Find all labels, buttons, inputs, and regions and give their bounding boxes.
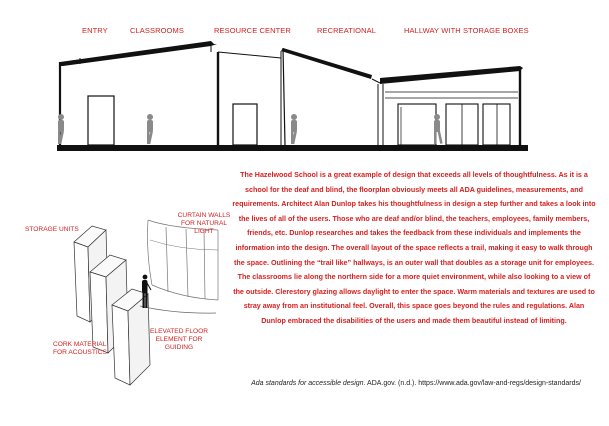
description-paragraph: The Hazelwood School is a great example of design that exceeds all levels of thoughtfulness. As it is a school for the deaf and blind, the floorplan obviously meets all ADA guidelines, measurements, and requirements. Architect Alan Dunlop takes his thoughtfulness in design a step further and takes a look into the lives of all of the users. Those who are deaf and/or blind, the teachers, employees, family members, friends, etc. Dunlop researches and takes the feedback from these individuals and implements the information into the design. The overall layout of the space reflects a trail, making it easy to walk through the space. Outlining the “trail like” hallways, is an outer wall that doubles as a storage unit for employees. The classrooms lie along the northern side for a more quiet environment, while also looking to a view of the outside. Clerestory glazing allows daylight to enter the space. Warm materials and textures are used to stray away from an institutional feel. Overall, this space goes beyond the rules and regulations. Alan Dunlop embraced the disabilities of the users and made them beautiful instead of limiting. [232, 171, 596, 325]
label-curtain-walls: CURTAIN WALLS FOR NATURAL LIGHT [177, 212, 231, 236]
citation-title: Ada standards for accessible design [251, 380, 364, 387]
citation-rest: . ADA.gov. (n.d.). https://www.ada.gov/law-and-regs/design-standards/ [363, 380, 581, 387]
zone-label-recreational: RECREATIONAL [317, 26, 376, 35]
elevated-floor-element [140, 306, 216, 313]
label-cork-material: CORK MATERIAL FOR ACOUSTICS [53, 341, 107, 357]
citation [248, 377, 584, 390]
label-elevated-floor: ELEVATED FLOOR ELEMENT FOR GUIDING [150, 328, 209, 352]
label-storage-units: STORAGE UNITS [25, 226, 79, 233]
person-silhouette [142, 275, 151, 308]
zone-label-entry: ENTRY [82, 26, 108, 35]
zone-label-hallway: HALLWAY WITH STORAGE BOXES [404, 26, 529, 35]
zone-label-resource-center: RESOURCE CENTER [214, 26, 291, 35]
zone-label-classrooms: CLASSROOMS [130, 26, 184, 35]
